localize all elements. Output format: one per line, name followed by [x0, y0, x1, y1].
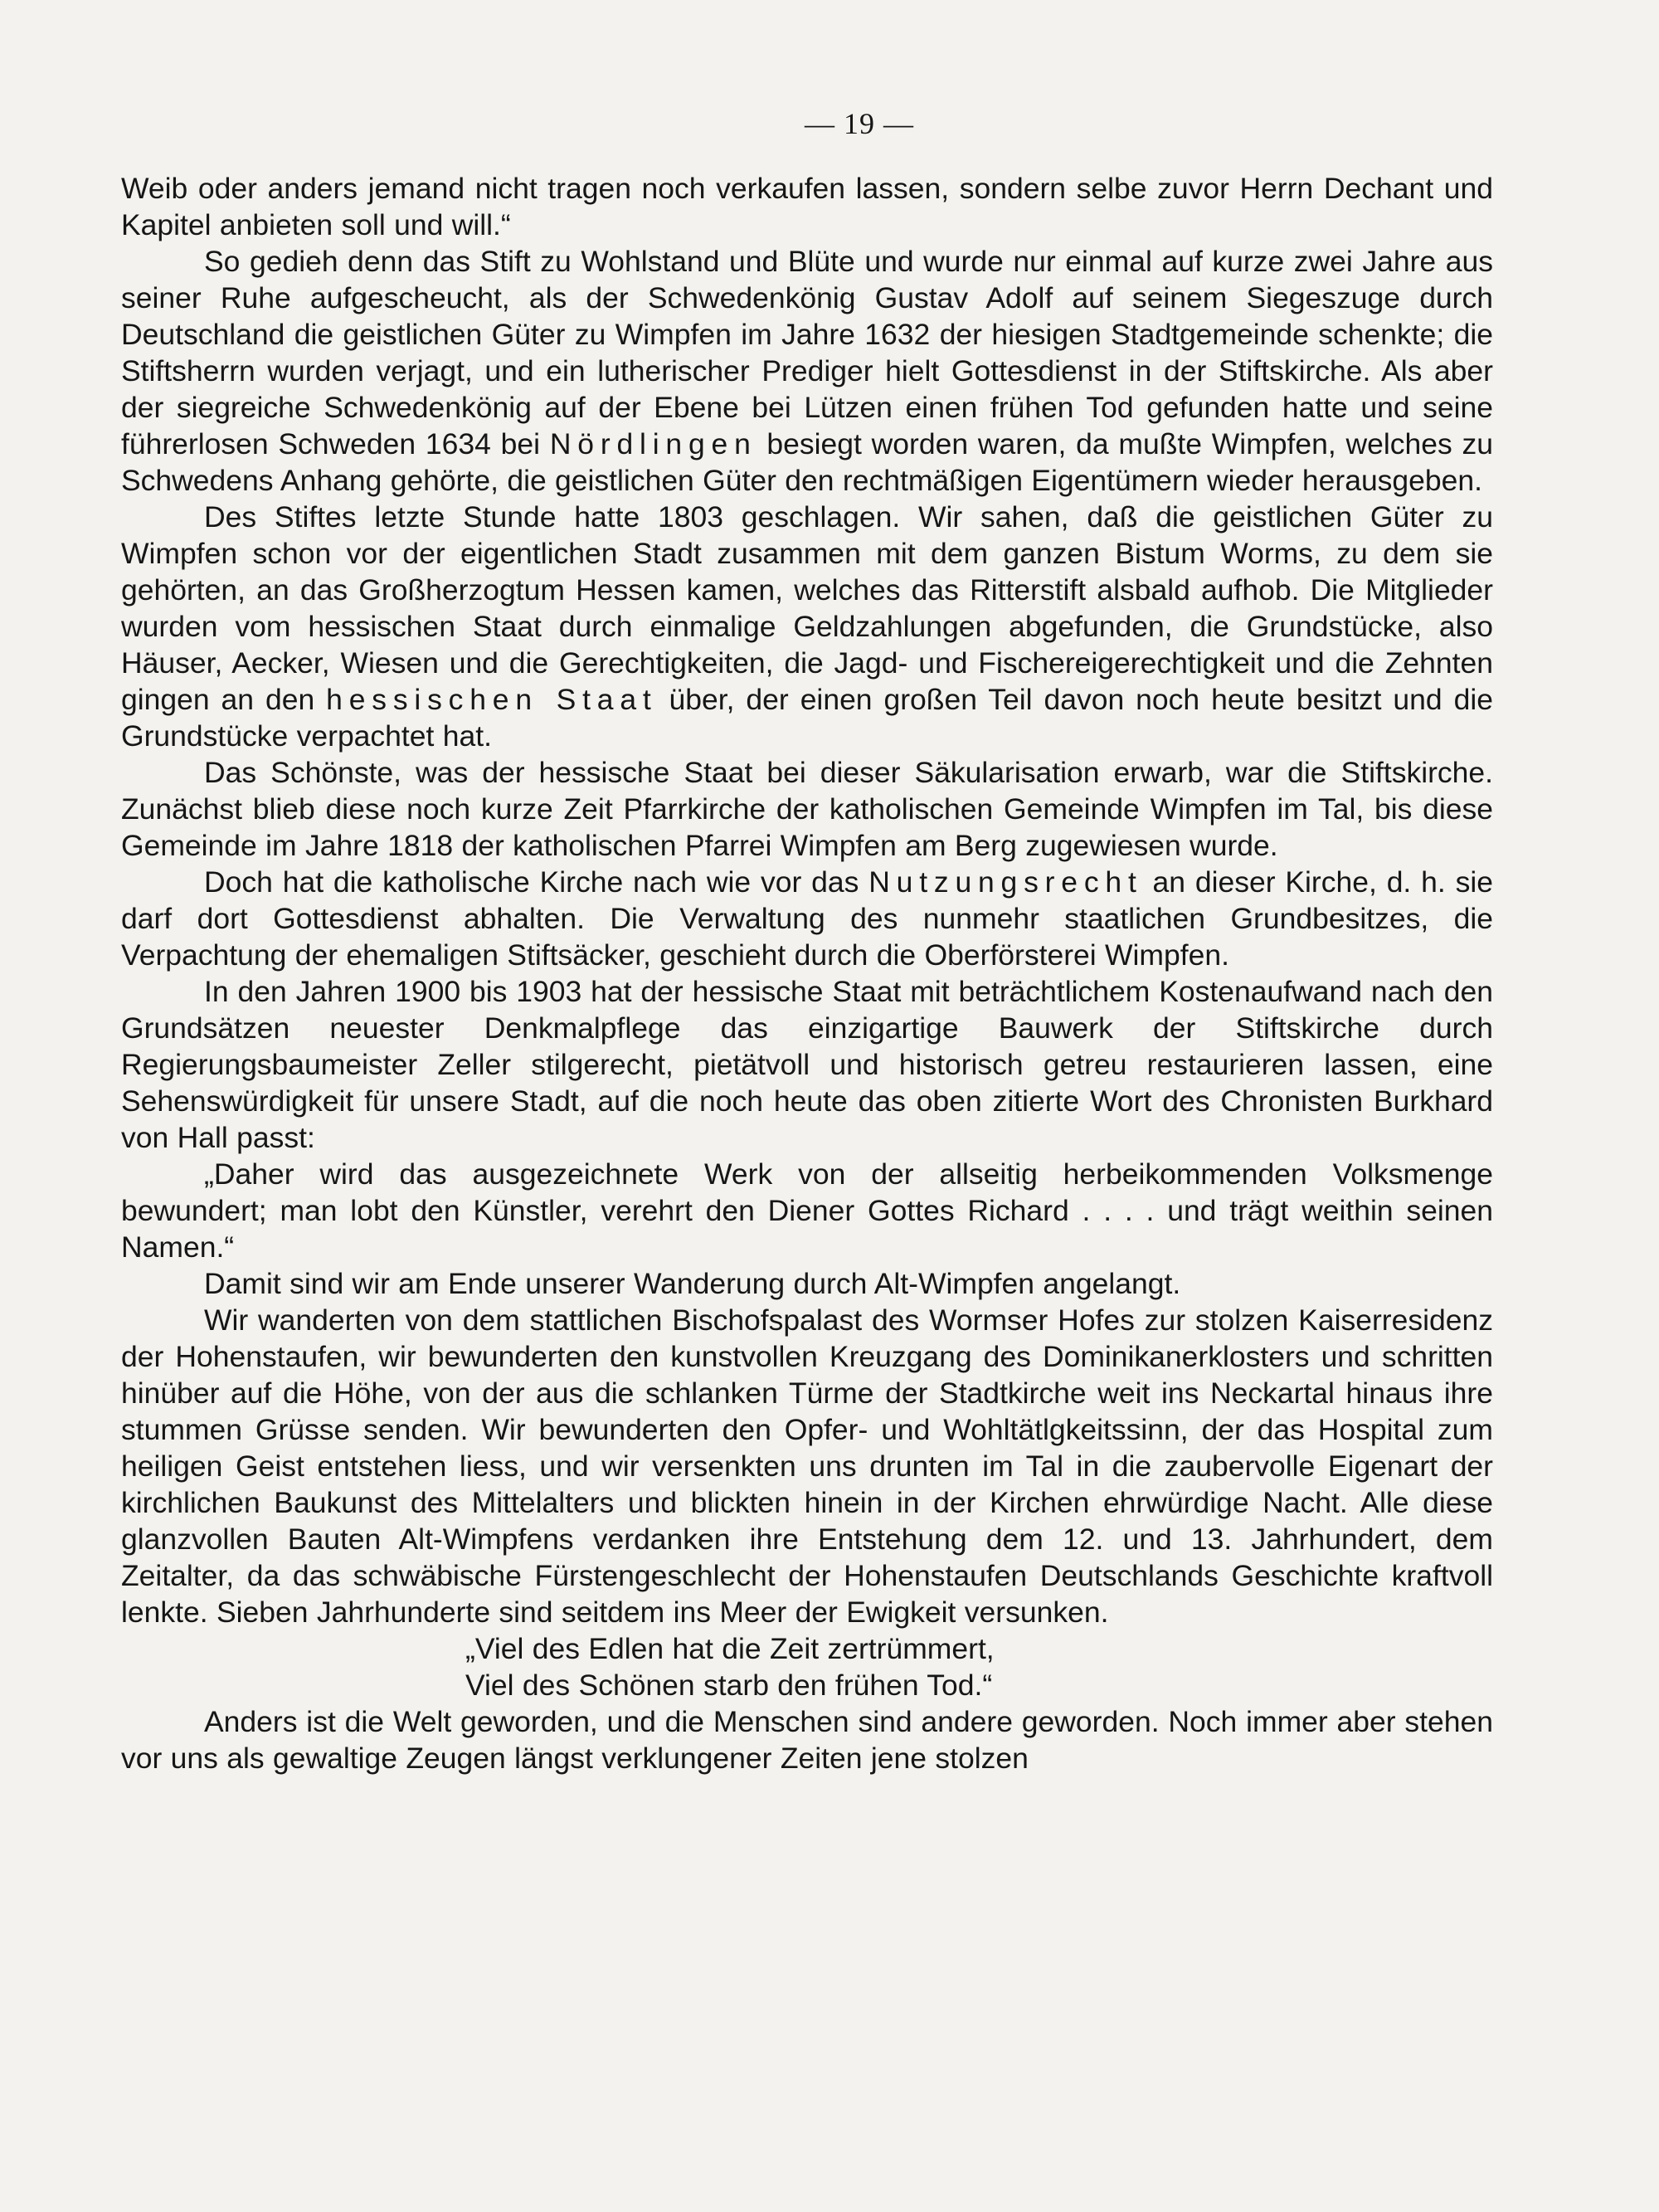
spaced-emphasis: Nutzungsrecht — [868, 865, 1143, 899]
paragraph-text: an dieser Kirche, d. h. sie darf dort Gottesdienst abhalten. Die Verwaltung des nunmehr staatlichen Grundbesitzes, die Verpachtung der ehemaligen Stiftsäcker, geschieht durch die Oberförsterei Wimpfen. — [121, 865, 1493, 972]
paragraph-closing: Anders ist die Welt geworden, und die Menschen sind andere geworden. Noch immer aber stehen vor uns als gewaltige Zeugen längst verklungener Zeiten jene stolzen — [121, 1705, 1493, 1775]
paragraph-text: Des Stiftes letzte Stunde hatte 1803 geschlagen. Wir sahen, daß die geistlichen Güter zu Wimpfen schon vor der eigentlichen Stadt zusammen mit dem ganzen Bistum Worms, zu dem sie gehörten, an das Großherzogtum Hessen kamen, welches das Ritterstift alsbald aufhob. Die Mitglieder wurden vom hessischen Staat durch einmalige Geldzahlungen abgefunden, die Grundstücke, also Häuser, Aecker, Wiesen und die Gerechtigkeiten, die Jagd- und Fischereigerechtigkeit und die Zehnten gingen an den — [121, 500, 1493, 716]
paragraph-text: Weib oder anders jemand nicht tragen noch verkaufen lassen, sondern selbe zuvor Herrn — [121, 172, 1314, 205]
paragraph-continuation — [121, 170, 1493, 243]
paragraph-secularization — [121, 499, 1493, 754]
paragraph-restoration: In den Jahren 1900 bis 1903 hat der hessische Staat mit beträchtlichem Kostenaufwand nach den Grundsätzen neuester Denkmalpflege das einzigartige Bauwerk der Stiftskirche durch Regierungsbaumeister Zeller stilgerecht, pietätvoll und historisch getreu restaurieren lassen, eine Sehenswürdigkeit für unsere Stadt, auf die noch heute das oben zitierte Wort des Chronisten Burkhard von Hall passt: — [121, 975, 1493, 1154]
paragraph-text: Dechant und Kapitel anbieten soll und will.“ — [121, 172, 1493, 241]
paragraph-text: besiegt worden waren, da mußte Wimpfen, welches zu Schwedens Anhang gehörte, die geistlichen Güter den rechtmäßigen Eigentümern wieder herausgeben. — [121, 427, 1494, 497]
paragraph-quotation: „Daher wird das ausgezeichnete Werk von der allseitig herbeikommenden Volksmenge bewundert; man lobt den Künstler, verehrt den Diener Gottes Richard . . . . und trägt weithin seinen Namen.“ — [121, 1157, 1493, 1264]
paragraph-journey-summary: Wir wanderten von dem stattlichen Bischofspalast des Wormser Hofes zur stolzen Kaiserresidenz der Hohenstaufen, wir bewunderten den kunstvollen Kreuzgang des Dominikanerklosters und schritten hinüber auf die Höhe, von der aus die schlanken Türme der Stadtkirche weit ins Neckartal hinaus ihre stummen Grüsse senden. Wir bewunderten den Opfer- und Wohltätlgkeitssinn, der das Hospital zum heiligen Geist entstehen liess, und wir versenkten uns drunten im Tal in die zaubervolle Eigenart der kirchlichen Baukunst des Mittelalters und blickten hinein in der Kirchen ehrwürdige Nacht. Alle diese glanzvollen Bauten Alt-Wimpfens verdanken ihre Entstehung dem 12. und 13. Jahrhundert, dem Zeitalter, da das schwäbische Fürstengeschlecht der Hohenstaufen Deutschlands Geschichte kraftvoll lenkte. Sieben Jahrhunderte sind seitdem ins Meer der Ewigkeit versunken. — [121, 1303, 1493, 1629]
paragraph-text: So gedieh denn das Stift zu Wohlstand und Blüte und wurde nur einmal auf kurze zwei Jahre aus seiner Ruhe aufgescheucht, als der Schwedenkönig Gustav Adolf auf seinem Siegeszuge durch Deutschland die geistlichen Güter zu Wimpfen im Jahre 1632 der hiesigen Stadtgemeinde schenkte; die Stiftsherrn wurden verjagt, und ein lutherischer Prediger hielt Gottesdienst in der Stiftskirche. Als aber der siegreiche Schwedenkönig auf der Ebene bei Lützen einen frühen Tod gefunden hatte und seine führerlosen Schweden 1634 bei — [121, 245, 1493, 460]
poem-line: Viel des Schönen starb den frühen Tod.“ — [465, 1669, 993, 1702]
paragraph-conclusion: Damit sind wir am Ende unserer Wanderung durch Alt-Wimpfen angelangt. — [204, 1267, 1181, 1300]
paragraph-swedish-period — [121, 243, 1493, 499]
page-number: — 19 — — [805, 107, 914, 140]
paragraph-text: über, der einen großen Teil davon noch heute besitzt und die Grundstücke verpachtet hat. — [121, 683, 1493, 753]
poem-quote — [121, 1630, 1493, 1703]
poem-line: „Viel des Edlen hat die Zeit zertrümmert, — [465, 1632, 995, 1665]
paragraph-usage-right — [121, 864, 1493, 973]
body-text — [121, 170, 1493, 1776]
paragraph-stiftskirche: Das Schönste, was der hessische Staat bei dieser Säkularisation erwarb, war die Stiftskirche. Zunächst blieb diese noch kurze Zeit Pfarrkirche der katholischen Gemeinde Wimpfen im Tal, bis diese Gemeinde im Jahre 1818 der katholischen Pfarrei Wimpfen am Berg zugewiesen wurde. — [121, 756, 1493, 862]
spaced-place-name: Nördlingen — [549, 427, 757, 460]
spaced-emphasis: hessischen Staat — [326, 683, 658, 716]
paragraph-text: Doch hat die katholische Kirche nach wie vor das — [204, 865, 859, 899]
